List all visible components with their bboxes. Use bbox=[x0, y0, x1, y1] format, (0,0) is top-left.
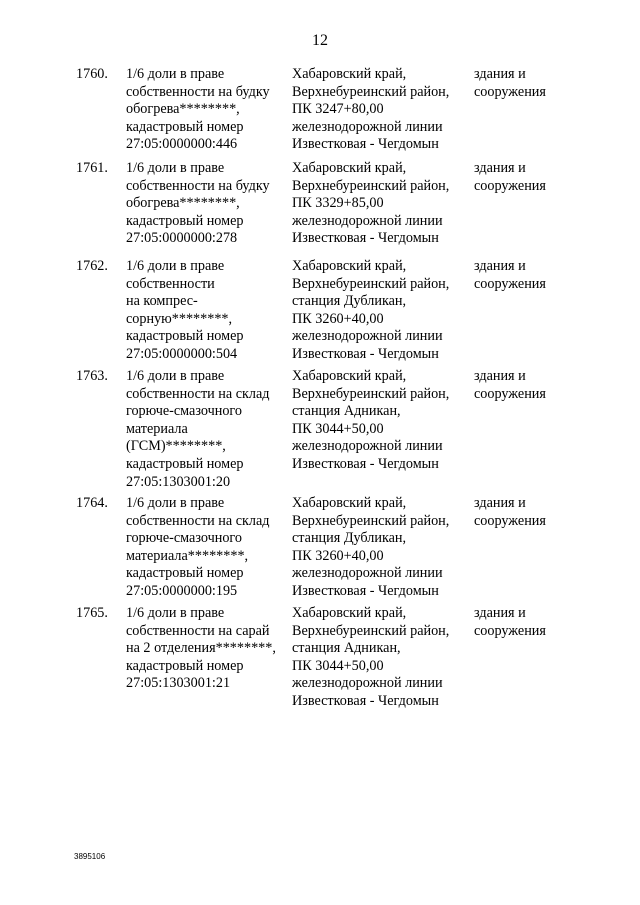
description-line: 1/6 доли в праве bbox=[126, 258, 225, 274]
location-line: Известковая - Чегдомын bbox=[292, 582, 439, 599]
description-line: собственности bbox=[126, 275, 215, 292]
location-line: железнодорожной линии bbox=[292, 675, 443, 692]
description-line: кадастровый номер bbox=[126, 212, 244, 229]
location-line: Хабаровский край, bbox=[292, 605, 407, 621]
description-line: горюче-смазочного bbox=[126, 530, 242, 547]
location-line: станция Адникан, bbox=[292, 640, 401, 657]
description-line: 27:05:0000000:504 bbox=[126, 345, 238, 362]
location-line: Верхнебуреинский район, bbox=[292, 83, 450, 100]
location-line: Хабаровский край, bbox=[292, 160, 407, 176]
description-line: собственности на будку bbox=[126, 83, 270, 100]
location-line: Верхнебуреинский район, bbox=[292, 385, 450, 402]
location-line: Известковая - Чегдомын bbox=[292, 345, 439, 362]
entry-number: 1761. bbox=[76, 160, 108, 176]
location-line: станция Адникан, bbox=[292, 403, 401, 420]
type-line: здания и bbox=[474, 258, 526, 274]
location-line: железнодорожной линии bbox=[292, 118, 443, 135]
entry-row bbox=[0, 605, 640, 715]
location-line: Верхнебуреинский район, bbox=[292, 275, 450, 292]
entry-row bbox=[0, 258, 640, 368]
entry-description bbox=[126, 160, 270, 248]
entry-location bbox=[292, 605, 449, 711]
entry-type bbox=[474, 258, 546, 293]
entry-number: 1764. bbox=[76, 495, 108, 511]
description-line: 27:05:0000000:446 bbox=[126, 136, 238, 153]
description-line: 27:05:0000000:278 bbox=[126, 230, 238, 247]
entry-description bbox=[126, 368, 270, 491]
location-line: ПК 3247+80,00 bbox=[292, 101, 384, 118]
entry-row bbox=[0, 368, 640, 495]
description-line: 1/6 доли в праве bbox=[126, 66, 225, 82]
description-line: 27:05:1303001:20 bbox=[126, 473, 231, 490]
entry-location bbox=[292, 495, 449, 601]
description-line: собственности на склад bbox=[126, 512, 270, 529]
entry-number: 1762. bbox=[76, 258, 108, 274]
entry-location bbox=[292, 258, 449, 364]
description-line: кадастровый номер bbox=[126, 565, 244, 582]
location-line: Известковая - Чегдомын bbox=[292, 455, 439, 472]
entry-type bbox=[474, 605, 546, 640]
entries-list bbox=[0, 66, 640, 715]
entry-description bbox=[126, 66, 270, 154]
location-line: ПК 3044+50,00 bbox=[292, 420, 384, 437]
location-line: Верхнебуреинский район, bbox=[292, 512, 450, 529]
entry-row bbox=[0, 495, 640, 605]
location-line: железнодорожной линии bbox=[292, 565, 443, 582]
type-line: сооружения bbox=[474, 512, 546, 529]
page-number: 12 bbox=[312, 32, 328, 49]
type-line: здания и bbox=[474, 495, 526, 511]
type-line: сооружения bbox=[474, 177, 546, 194]
entry-description bbox=[126, 258, 244, 364]
location-line: ПК 3260+40,00 bbox=[292, 547, 384, 564]
description-line: обогрева********, bbox=[126, 101, 240, 118]
description-line: 1/6 доли в праве bbox=[126, 160, 225, 176]
description-line: 1/6 доли в праве bbox=[126, 605, 225, 621]
type-line: здания и bbox=[474, 66, 526, 82]
type-line: здания и bbox=[474, 368, 526, 384]
type-line: сооружения bbox=[474, 385, 546, 402]
description-line: материала bbox=[126, 420, 188, 437]
entry-number: 1765. bbox=[76, 605, 108, 621]
location-line: Верхнебуреинский район, bbox=[292, 622, 450, 639]
location-line: ПК 3044+50,00 bbox=[292, 657, 384, 674]
entry-row bbox=[0, 160, 640, 258]
description-line: материала********, bbox=[126, 547, 249, 564]
description-line: 1/6 доли в праве bbox=[126, 368, 225, 384]
location-line: Хабаровский край, bbox=[292, 495, 407, 511]
description-line: собственности на склад bbox=[126, 385, 270, 402]
entry-description bbox=[126, 495, 270, 601]
description-line: кадастровый номер bbox=[126, 455, 244, 472]
description-line: обогрева********, bbox=[126, 195, 240, 212]
entry-description bbox=[126, 605, 276, 693]
entry-type bbox=[474, 368, 546, 403]
description-line: (ГСМ)********, bbox=[126, 438, 226, 455]
entry-row bbox=[0, 66, 640, 160]
entry-location bbox=[292, 160, 449, 248]
description-line: кадастровый номер bbox=[126, 328, 244, 345]
description-line: на 2 отделения********, bbox=[126, 640, 276, 657]
entry-type bbox=[474, 495, 546, 530]
location-line: ПК 3329+85,00 bbox=[292, 195, 384, 212]
location-line: Хабаровский край, bbox=[292, 258, 407, 274]
type-line: здания и bbox=[474, 160, 526, 176]
location-line: Известковая - Чегдомын bbox=[292, 692, 439, 709]
location-line: Известковая - Чегдомын bbox=[292, 136, 439, 153]
description-line: собственности на сарай bbox=[126, 622, 270, 639]
entry-location bbox=[292, 66, 449, 154]
entry-type bbox=[474, 160, 546, 195]
location-line: Хабаровский край, bbox=[292, 368, 407, 384]
location-line: Хабаровский край, bbox=[292, 66, 407, 82]
type-line: сооружения bbox=[474, 622, 546, 639]
description-line: 27:05:0000000:195 bbox=[126, 582, 238, 599]
entry-number: 1760. bbox=[76, 66, 108, 82]
description-line: кадастровый номер bbox=[126, 118, 244, 135]
location-line: железнодорожной линии bbox=[292, 212, 443, 229]
entry-type bbox=[474, 66, 546, 101]
location-line: станция Дубликан, bbox=[292, 530, 407, 547]
entry-number: 1763. bbox=[76, 368, 108, 384]
location-line: железнодорожной линии bbox=[292, 438, 443, 455]
type-line: сооружения bbox=[474, 83, 546, 100]
type-line: здания и bbox=[474, 605, 526, 621]
location-line: железнодорожной линии bbox=[292, 328, 443, 345]
description-line: на компрес- bbox=[126, 293, 198, 310]
location-line: Известковая - Чегдомын bbox=[292, 230, 439, 247]
description-line: кадастровый номер bbox=[126, 657, 244, 674]
description-line: собственности на будку bbox=[126, 177, 270, 194]
type-line: сооружения bbox=[474, 275, 546, 292]
description-line: горюче-смазочного bbox=[126, 403, 242, 420]
location-line: Верхнебуреинский район, bbox=[292, 177, 450, 194]
description-line: 1/6 доли в праве bbox=[126, 495, 225, 511]
location-line: ПК 3260+40,00 bbox=[292, 310, 384, 327]
entry-location bbox=[292, 368, 449, 474]
description-line: сорную********, bbox=[126, 310, 233, 327]
document-code: 3895106 bbox=[74, 852, 106, 861]
location-line: станция Дубликан, bbox=[292, 293, 407, 310]
description-line: 27:05:1303001:21 bbox=[126, 675, 231, 692]
